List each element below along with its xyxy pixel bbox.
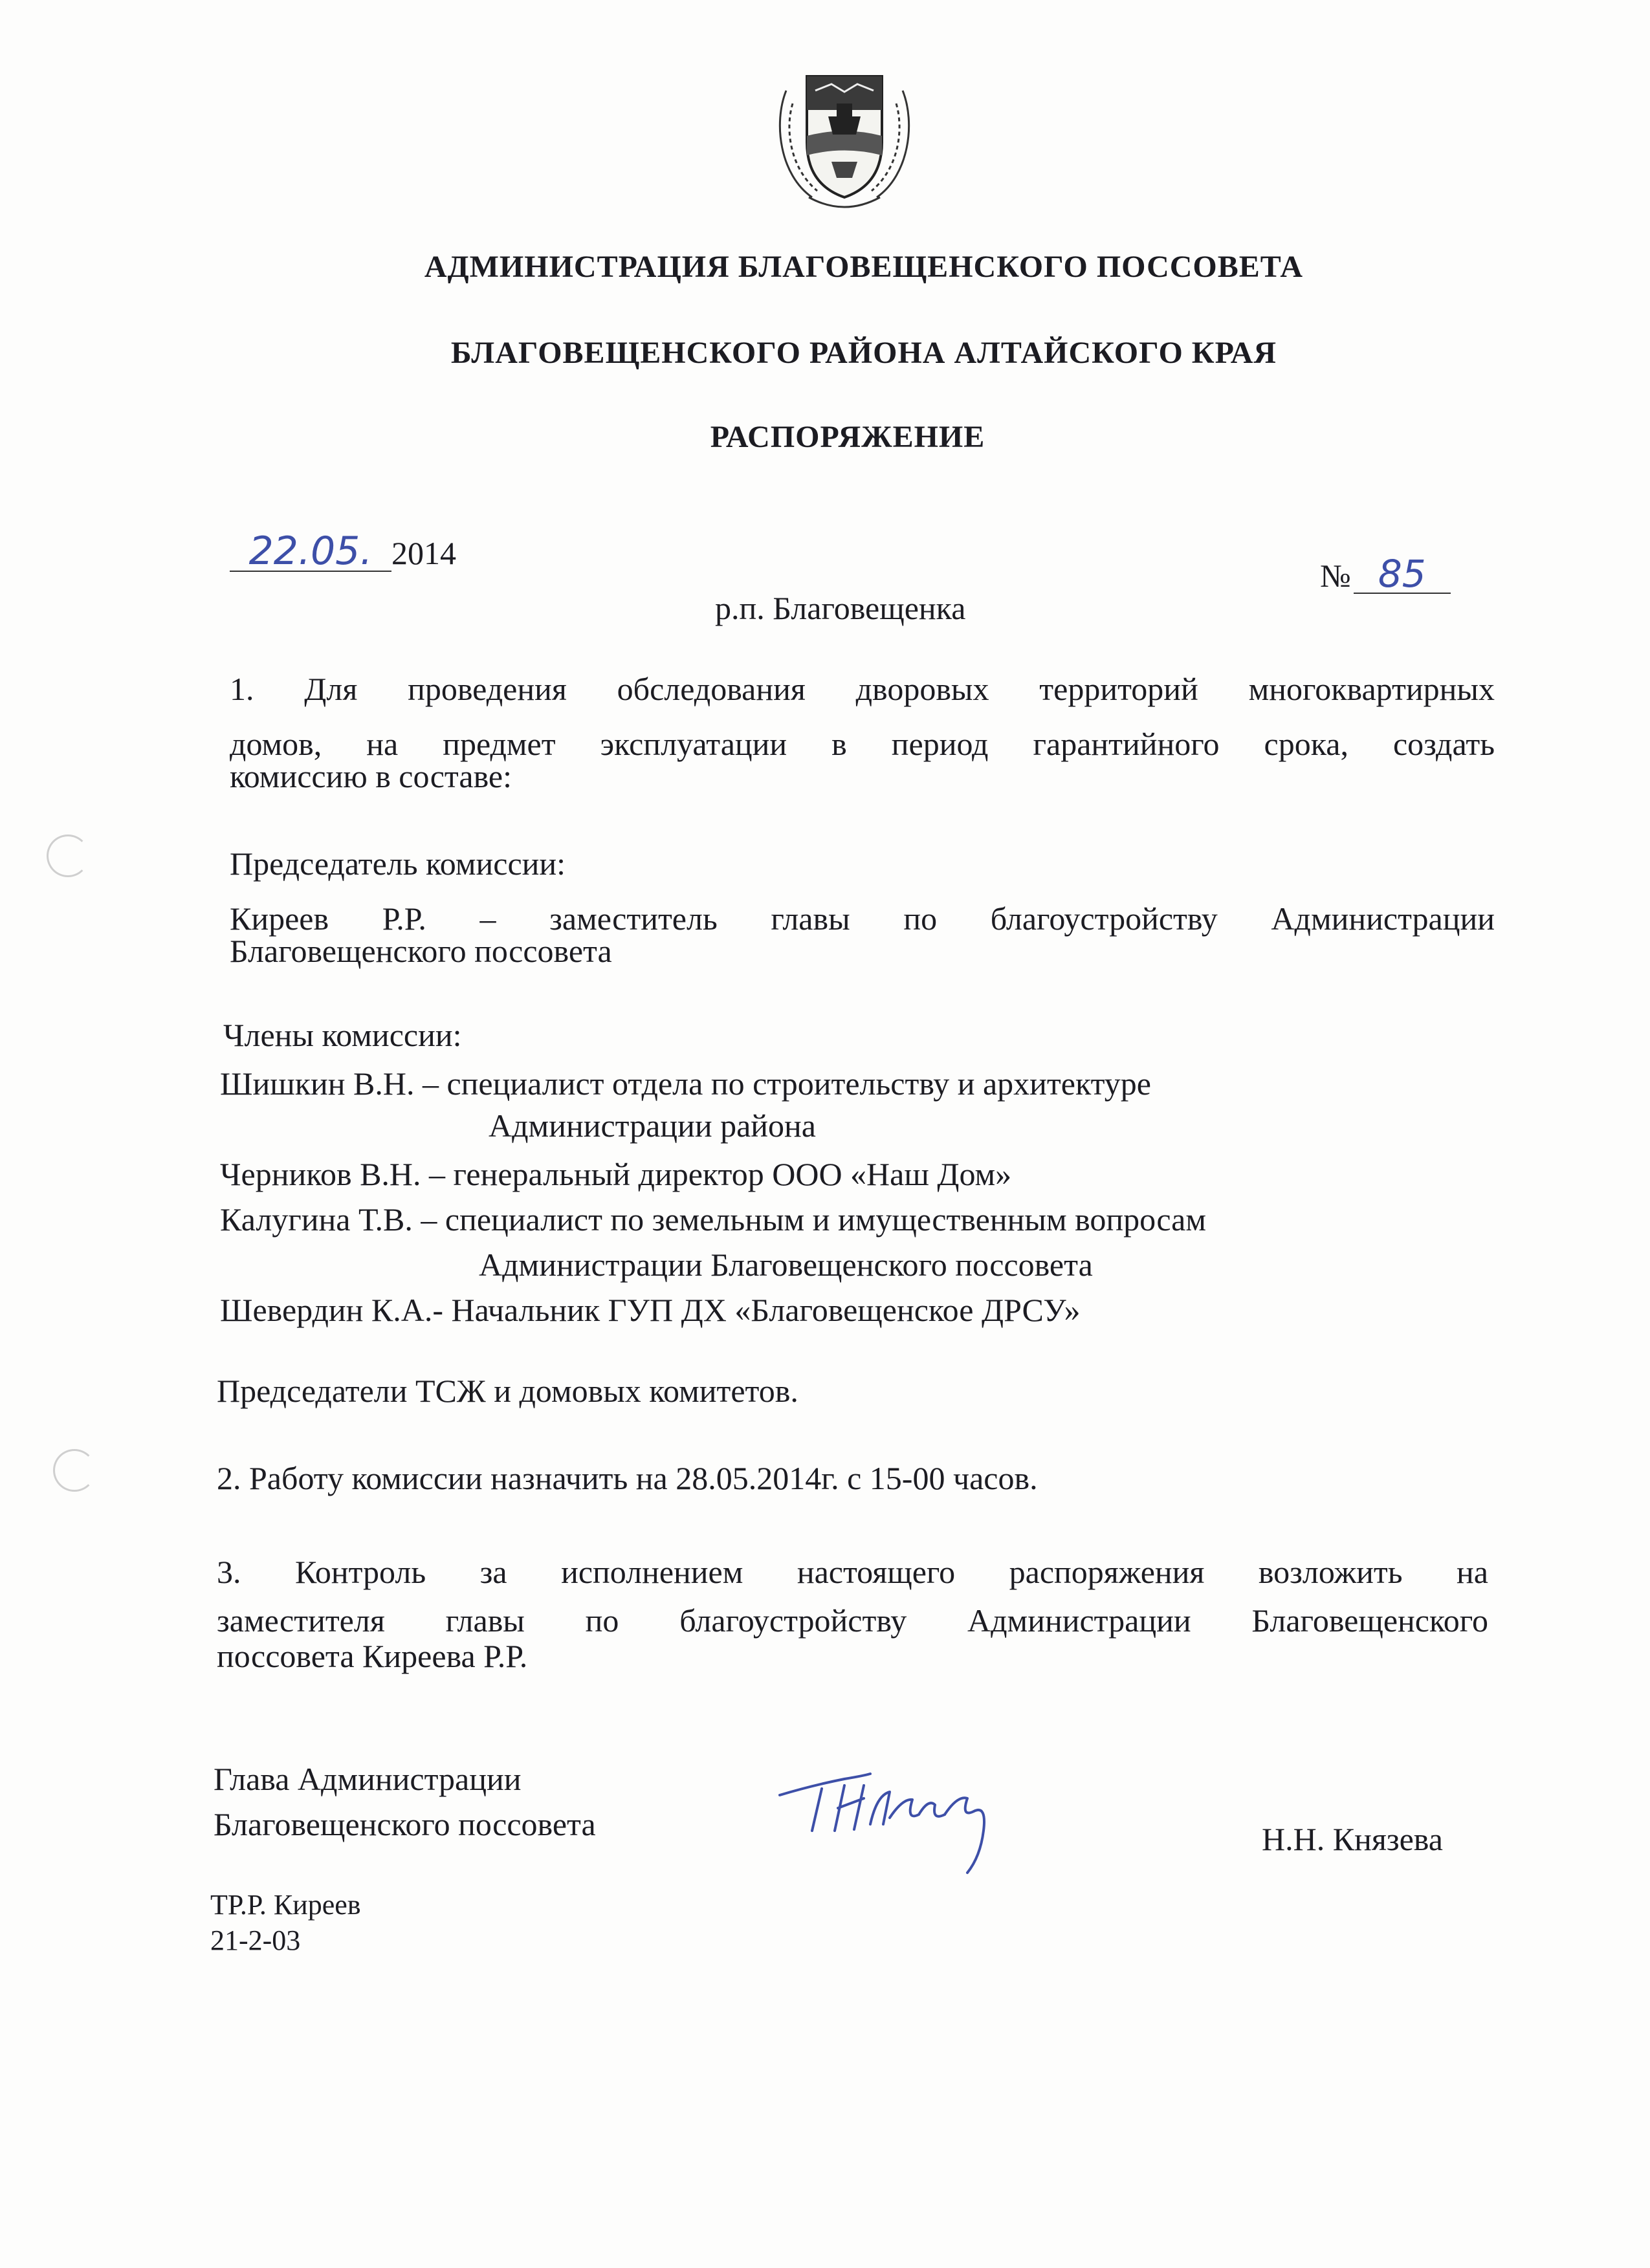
item3-line3: поссовета Киреева Р.Р.: [217, 1638, 528, 1674]
item3-line1: 3. Контроль за исполнением настоящего распоряжения возложить на: [217, 1554, 1488, 1590]
date-handwritten: 22.05.: [230, 532, 391, 572]
chair-heading: Председатель комиссии:: [230, 845, 566, 882]
member-3-line2: Администрации Благовещенского поссовета: [479, 1247, 1093, 1283]
tsj-chairs: Председатели ТСЖ и домовых комитетов.: [217, 1373, 798, 1409]
date-year: 2014: [391, 535, 456, 571]
place-of-issue: р.п. Благовещенка: [715, 590, 966, 626]
number-handwritten: 85: [1354, 555, 1451, 594]
organization-name: АДМИНИСТРАЦИЯ БЛАГОВЕЩЕНСКОГО ПОССОВЕТА: [424, 250, 1304, 284]
date-field: [230, 530, 456, 576]
item1-line3: комиссию в составе:: [230, 758, 512, 794]
organization-district: БЛАГОВЕЩЕНСКОГО РАЙОНА АЛТАЙСКОГО КРАЯ: [450, 336, 1277, 370]
chair-line2: Благовещенского поссовета: [230, 933, 612, 969]
item2: 2. Работу комиссии назначить на 28.05.2014г. с 15-00 часов.: [217, 1460, 1038, 1496]
member-4: Шевердин К.А.- Начальник ГУП ДХ «Благовещенское ДРСУ»: [220, 1292, 1081, 1328]
member-3-line1: Калугина Т.В. – специалист по земельным и имущественным вопросам: [220, 1201, 1206, 1238]
item3-line2: заместителя главы по благоустройству Администрации Благовещенского: [217, 1602, 1488, 1639]
signer-title-line1: Глава Администрации: [214, 1761, 522, 1797]
binder-hole-bottom: [53, 1449, 96, 1492]
handwritten-signature: [773, 1760, 1026, 1882]
member-2: Черников В.Н. – генеральный директор ООО «Наш Дом»: [220, 1156, 1012, 1192]
member-1-line1: Шишкин В.Н. – специалист отдела по строительству и архитектуре: [220, 1065, 1151, 1102]
executor-phone: 21-2-03: [210, 1925, 301, 1956]
item1-line2: домов, на предмет эксплуатации в период гарантийного срока, создать: [230, 726, 1495, 762]
signer-title-line2: Благовещенского поссовета: [214, 1806, 596, 1842]
number-label: №: [1320, 558, 1351, 594]
document-type-title: РАСПОРЯЖЕНИЕ: [710, 420, 985, 454]
members-heading: Члены комиссии:: [223, 1017, 462, 1053]
executor-name: ТР.Р. Киреев: [210, 1889, 361, 1921]
member-1-line2: Администрации района: [489, 1107, 816, 1144]
document-number-field: [1320, 553, 1451, 598]
item1-line1: 1. Для проведения обследования дворовых территорий многоквартирных: [230, 671, 1495, 707]
coat-of-arms-emblem: [767, 65, 922, 213]
chair-line1: Киреев Р.Р. – заместитель главы по благоустройству Администрации: [230, 900, 1495, 937]
signer-name: Н.Н. Князева: [1262, 1821, 1443, 1857]
binder-hole-top: [47, 834, 89, 877]
